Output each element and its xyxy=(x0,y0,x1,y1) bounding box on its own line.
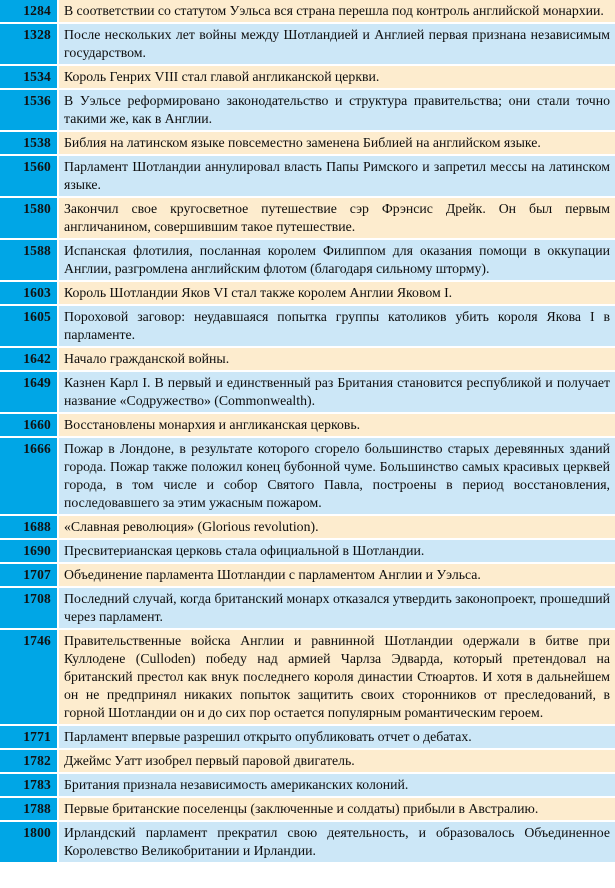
timeline-event-text: Британия признала независимость американских колоний. xyxy=(59,774,615,796)
timeline-event-text: Джеймс Уатт изобрел первый паровой двигатель. xyxy=(59,750,615,772)
timeline-row xyxy=(0,348,615,370)
timeline-year: 1642 xyxy=(0,348,57,370)
timeline-year: 1782 xyxy=(0,750,57,772)
timeline-event-text: Библия на латинском языке повсеместно заменена Библией на английском языке. xyxy=(59,132,615,154)
timeline-year: 1328 xyxy=(0,24,57,64)
timeline-event-text: В соответствии со статутом Уэльса вся страна перешла под контроль английской монархии. xyxy=(59,0,615,22)
timeline-row xyxy=(0,822,615,862)
timeline-year: 1666 xyxy=(0,438,57,514)
timeline-row xyxy=(0,438,615,514)
timeline-row xyxy=(0,372,615,412)
timeline-event-text: Правительственные войска Англии и равнинной Шотландии одержали в битве при Куллодене (Culloden) победу над армией Чарлза Эдварда, который претендовал на британский престол как внук последнего короля династии Стюартов. И хотя в дальнейшем он не предпринял никаких попыток защитить своих сторонников от преследований, в горной Шотландии он и до сих пор остается популярным романтическим героем. xyxy=(59,630,615,724)
timeline-year: 1690 xyxy=(0,540,57,562)
timeline-event-text: «Славная революция» (Glorious revolution). xyxy=(59,516,615,538)
timeline-year: 1688 xyxy=(0,516,57,538)
timeline-year: 1707 xyxy=(0,564,57,586)
timeline-row xyxy=(0,750,615,772)
timeline-event-text: После нескольких лет войны между Шотландией и Англией первая признана независимым государством. xyxy=(59,24,615,64)
timeline-event-text: Ирландский парламент прекратил свою деятельность, и образовалось Объединенное Королевство Великобритании и Ирландии. xyxy=(59,822,615,862)
timeline-row xyxy=(0,24,615,64)
timeline-year: 1588 xyxy=(0,240,57,280)
timeline-year: 1560 xyxy=(0,156,57,196)
timeline-year: 1788 xyxy=(0,798,57,820)
timeline-year: 1603 xyxy=(0,282,57,304)
timeline-row xyxy=(0,90,615,130)
timeline-year: 1605 xyxy=(0,306,57,346)
timeline-year: 1580 xyxy=(0,198,57,238)
timeline-event-text: Пороховой заговор: неудавшаяся попытка группы католиков убить короля Якова I в парламенте. xyxy=(59,306,615,346)
timeline-event-text: Закончил свое кругосветное путешествие сэр Фрэнсис Дрейк. Он был первым англичанином, совершившим такое путешествие. xyxy=(59,198,615,238)
timeline-event-text: Испанская флотилия, посланная королем Филиппом для оказания помощи в оккупации Англии, разгромлена английским флотом (благодаря сильному шторму). xyxy=(59,240,615,280)
timeline-event-text: Казнен Карл I. В первый и единственный раз Британия становится республикой и получает название «Содружество» (Commonwealth). xyxy=(59,372,615,412)
timeline-row xyxy=(0,414,615,436)
timeline-row xyxy=(0,66,615,88)
timeline-row xyxy=(0,156,615,196)
timeline-year: 1660 xyxy=(0,414,57,436)
timeline-event-text: Пресвитерианская церковь стала официальной в Шотландии. xyxy=(59,540,615,562)
timeline-row xyxy=(0,798,615,820)
timeline-row xyxy=(0,630,615,724)
timeline-row xyxy=(0,132,615,154)
timeline-year: 1538 xyxy=(0,132,57,154)
timeline-row xyxy=(0,564,615,586)
timeline-year: 1649 xyxy=(0,372,57,412)
timeline-year: 1284 xyxy=(0,0,57,22)
timeline-year: 1800 xyxy=(0,822,57,862)
timeline-event-text: Первые британские поселенцы (заключенные и солдаты) прибыли в Австралию. xyxy=(59,798,615,820)
timeline-event-text: В Уэльсе реформировано законодательство и структура правительства; они стали точно такими же, как в Англии. xyxy=(59,90,615,130)
timeline-row xyxy=(0,726,615,748)
timeline-event-text: Начало гражданской войны. xyxy=(59,348,615,370)
timeline-row xyxy=(0,774,615,796)
timeline-year: 1536 xyxy=(0,90,57,130)
timeline-row xyxy=(0,540,615,562)
timeline-event-text: Король Шотландии Яков VI стал также королем Англии Яковом I. xyxy=(59,282,615,304)
timeline-row xyxy=(0,282,615,304)
timeline-event-text: Парламент впервые разрешил открыто опубликовать отчет о дебатах. xyxy=(59,726,615,748)
timeline-event-text: Восстановлены монархия и англиканская церковь. xyxy=(59,414,615,436)
timeline-year: 1708 xyxy=(0,588,57,628)
timeline-event-text: Последний случай, когда британский монарх отказался утвердить законопроект, прошедший через парламент. xyxy=(59,588,615,628)
timeline-row xyxy=(0,0,615,22)
timeline-row xyxy=(0,516,615,538)
timeline-row xyxy=(0,198,615,238)
timeline-row xyxy=(0,588,615,628)
timeline-year: 1771 xyxy=(0,726,57,748)
timeline-event-text: Пожар в Лондоне, в результате которого сгорело большинство старых деревянных зданий города. Пожар также положил конец бубонной чуме. Большинство самых красивых церквей города, в том числе и собор Святого Павла, построены в период восстановления, последовавшего за этим ужасным пожаром. xyxy=(59,438,615,514)
timeline-year: 1534 xyxy=(0,66,57,88)
timeline-year: 1783 xyxy=(0,774,57,796)
timeline-event-text: Объединение парламента Шотландии с парламентом Англии и Уэльса. xyxy=(59,564,615,586)
timeline-event-text: Король Генрих VIII стал главой англиканской церкви. xyxy=(59,66,615,88)
timeline-year: 1746 xyxy=(0,630,57,724)
timeline-row xyxy=(0,306,615,346)
timeline-event-text: Парламент Шотландии аннулировал власть Папы Римского и запретил мессы на латинском языке. xyxy=(59,156,615,196)
timeline-row xyxy=(0,240,615,280)
